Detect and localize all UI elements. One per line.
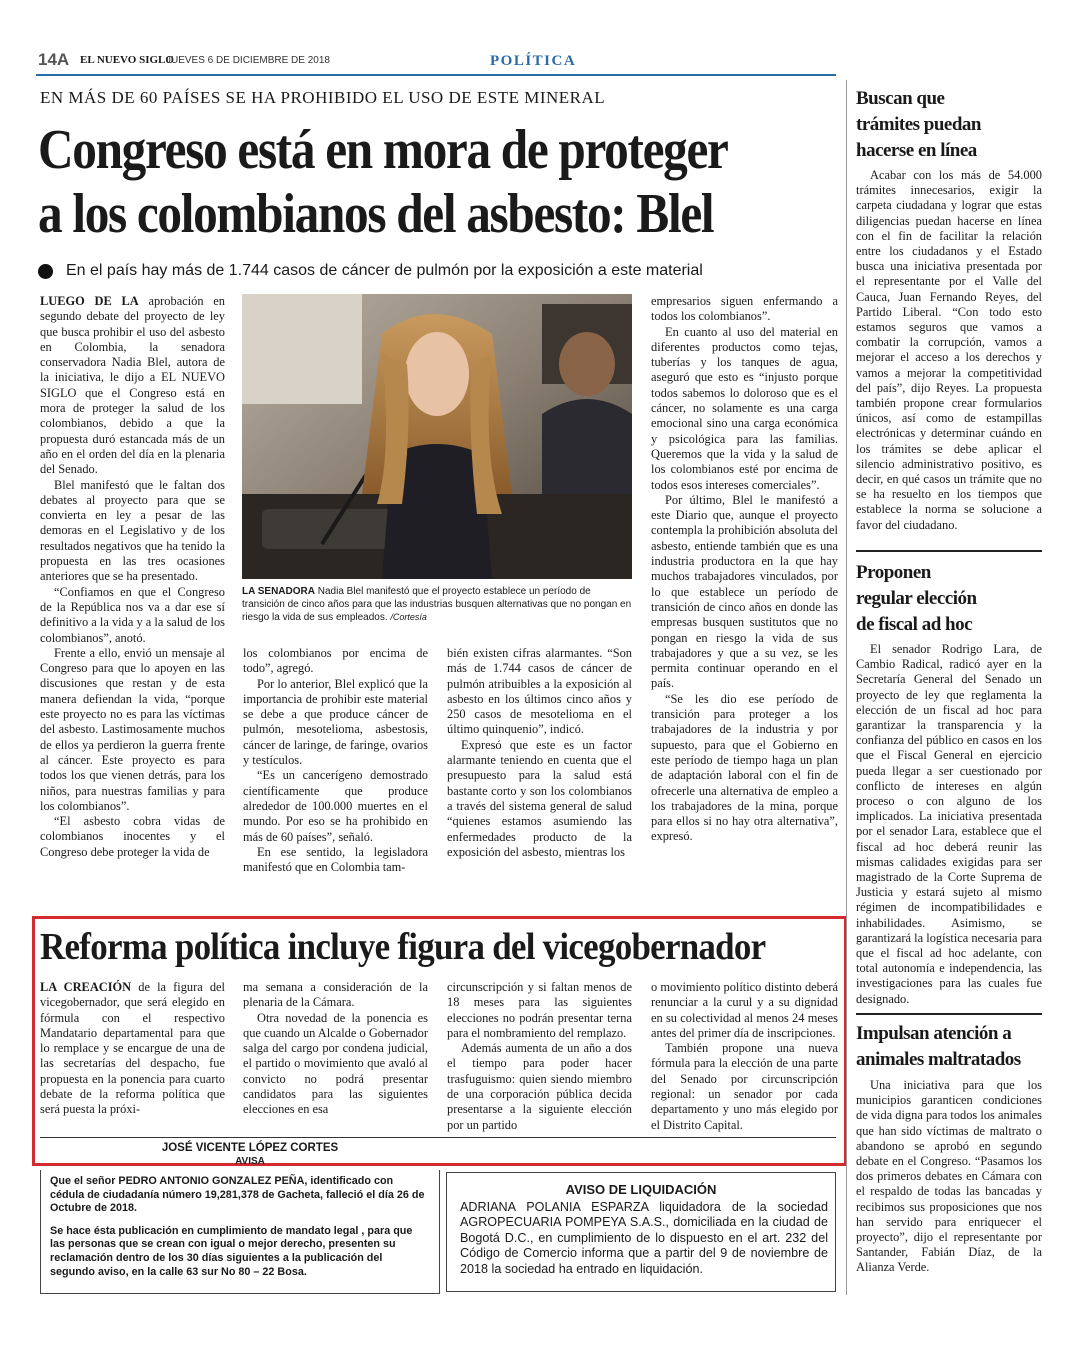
paragraph: En cuanto al uso del material en diferentes productos como tejas, tuberías y los tanques de agua, aseguró que esto es “injusto porque todos sabemos lo doloroso que es el cáncer, no solamente es una carga emocional sino una carga económica y psicológica para las familias. Queremos que la vida y la salud de los colombianos esté por encima de todos esos intereses comerciales”. xyxy=(651,324,838,492)
notice-text: Que el señor xyxy=(50,1175,119,1187)
paragraph: “Es un cancerígeno demostrado científicamente que produce alrededor de 100.000 muertes en el mundo. Por eso se ha prohibido en más de 60 países”, señaló. xyxy=(243,768,428,844)
article-column-3 xyxy=(447,646,632,860)
article-column-1 xyxy=(40,294,225,860)
title-line: trámites puedan xyxy=(856,114,981,135)
reform-column-3 xyxy=(447,980,632,1133)
title-line: Proponen xyxy=(856,562,931,583)
section-label: POLÍTICA xyxy=(490,53,577,69)
sidebar-separator xyxy=(856,1013,1042,1015)
article-headline xyxy=(38,118,742,246)
article-column-2 xyxy=(243,646,428,875)
paragraph: empresarios siguen enfermando a todos los colombianos”. xyxy=(651,294,838,324)
notice-text: , identificado con cédula de ciudadanía número 19,281,378 de Gacheta, falleció el día 26 de Octubre de 2018. xyxy=(50,1175,425,1215)
title-line: Buscan que xyxy=(856,88,945,109)
header-rule xyxy=(36,74,836,76)
photo-caption xyxy=(242,585,632,624)
article-kicker: EN MÁS DE 60 PAÍSES SE HA PROHIBIDO EL USO DE ESTE MINERAL xyxy=(40,88,606,107)
notice-label: AVISA xyxy=(235,1156,265,1165)
caption-text: Nadia Blel manifestó que el proyecto establece un período de transición de cinco años para que las industrias busquen alternativas que no pongan en riesgo la vida de sus empleados. xyxy=(242,586,632,623)
paragraph: Además aumenta de un año a dos el tiempo para poder hacer trasfuguismo: quien siendo miembro de una corporación pública decida presentarse a la siguiente elección por un partido xyxy=(447,1041,632,1132)
paragraph: Frente a ello, envió un mensaje al Congreso para que lo apoyen en las discusiones que restan y de esta manera defiendan la vida, “porque este proyecto no es para las víctimas del asbesto. Lastimosamente muchos de ellos ya perdieron la guerra frente al cáncer. Este proyecto es para todos los que vienen detrás, para los niños, para nuestras familias y para los colombianos”. xyxy=(40,645,225,813)
paragraph: o movimiento político distinto deberá renunciar a la curul y a su dignidad en su colectividad al menos 24 meses antes del primer día de inscripciones. xyxy=(651,980,838,1040)
paragraph: bién existen cifras alarmantes. “Son más de 1.744 casos de cáncer de pulmón atribuibles a la exposición al asbesto en los últimos cinco años y 250 casos de mesotelioma en el último quinquenio”, indicó. xyxy=(447,646,632,737)
reform-column-1 xyxy=(40,980,225,1118)
paragraph: Acabar con los más de 54.000 trámites innecesarios, exigir la carpeta ciudadana y lograr que estas diligencias puedan hacerse en línea con el fin de facilitar la relación entre los ciudadanos y el Estado busca una iniciativa presentada por el representante por el Valle del Cauca, Juan Fernando Reyes, del Partido Liberal. “Con todo esto estamos seguros que vamos a combatir la corrupción, vamos a mejorar el acceso a los derechos y vamos a mejorar la competitividad del país”, dijo Reyes. La propuesta también propone crear formularios únicos, así como de estampillas electrónicas y determinar cuándo en los trámites se debe aplicar el silencio administrativo positivo, es decir, en qué casos un trámite que no se ha resuelto en los tiempos que establece la norma se solucione a favor del ciudadano. xyxy=(856,168,1042,532)
photo-illustration xyxy=(242,294,632,579)
sidebar-text-3 xyxy=(856,1078,1042,1276)
issue-date: JUEVES 6 DE DICIEMBRE DE 2018 xyxy=(166,55,330,66)
paragraph: También propone una nueva fórmula para la elección de una parte del Senado por circunscripción regional: un senador por cada departamento y uno más elegido por el Distrito Capital. xyxy=(651,1041,838,1132)
sidebar-title-2 xyxy=(856,560,977,638)
title-line: Impulsan atención a xyxy=(856,1023,1012,1044)
paragraph: de la figura del vicegobernador, que será elegido en fórmula con el respectivo Mandatario departamental para que lo remplace y se encargue de una de las secretarías del despacho, fue propuesta en la ponencia para cuarto debate de la reforma política que será puesta la próxi- xyxy=(40,980,225,1117)
paragraph: Otra novedad de la ponencia es que cuando un Alcalde o Gobernador salga del cargo por condena judicial, el partido o movimiento que avaló al convicto no podrá presentar candidatos para las siguientes elecciones en esa xyxy=(243,1010,428,1117)
photo-credit: /Cortesía xyxy=(390,612,427,622)
paragraph: “Confiamos en que el Congreso de la República nos va a dar ese sí definitivo a la vida y a la salud de los colombianos”, anotó. xyxy=(40,584,225,645)
headline-line-2: a los colombianos del asbesto: Blel xyxy=(38,183,714,245)
paragraph: El senador Rodrigo Lara, de Cambio Radical, radicó ayer en la Secretaría General del Senado un proyecto de ley que reglamenta la elección de un fiscal ad hoc para garantizar la transparencia y la confianza del público en casos en los que el Fiscal General en ejercicio pueda llegar a ser cuestionado por conflicto de intereses en algún proceso o con alguno de los implicados. La iniciativa presentada por el senador Lara, establece que el fiscal ad hoc deberá reunir las mismas calidades exigidas para ser magistrado de la Corte Suprema de Justicia y estará sujeto al mismo régimen de incompatibilidades e inhabilidades. Asimismo, se garantizará la logística necesaria para que el fiscal ad hoc adelante, con total autonomía e independencia, las investigaciones para las cuales fue designado. xyxy=(856,642,1042,1006)
headline-line-1: Congreso está en mora de proteger xyxy=(38,119,728,181)
sidebar-title-1 xyxy=(856,86,981,164)
notice-person-name: PEDRO ANTONIO GONZALEZ PEÑA xyxy=(118,1175,305,1187)
bullet-icon xyxy=(38,264,53,279)
paragraph: circunscripción y si faltan menos de 18 meses para las siguientes elecciones no podrán presentar terna para el nombramiento del remplazo. xyxy=(447,980,632,1040)
notice-rule xyxy=(40,1137,836,1138)
sidebar-separator xyxy=(856,550,1042,552)
paragraph: los colombianos por encima de todo”, agregó. xyxy=(243,646,428,676)
paragraph: Por último, Blel le manifestó a este Diario que, aunque el proyecto contempla la prohibición absoluta del asbesto, entiende también que es una industria productora en la que hay muchos trabajadores vinculados, por lo que establece un período de transición de cinco años en donde las empresas busquen sustitutos que no pongan en riesgo la vida de sus trabajadores y que a su vez, se les permita continuar operando en el país. xyxy=(651,492,838,691)
paragraph: “El asbesto cobra vidas de colombianos inocentes y el Congreso debe proteger la vida de xyxy=(40,814,225,859)
liquidation-title: AVISO DE LIQUIDACIÓN xyxy=(565,1182,717,1197)
caption-lead: LA SENADORA xyxy=(242,586,315,597)
newspaper-name: EL NUEVO SIGLO xyxy=(80,54,174,66)
paragraph: Blel manifestó que le faltan dos debates al proyecto para que se convierta en ley a pesar de las demoras en el Legislativo y de los resultados negativos que ha tenido la propuesta en las tres ocasiones anteriores que se ha presentado. xyxy=(40,477,225,584)
lead-in: LA CREACIÓN xyxy=(40,980,132,994)
paragraph: Por lo anterior, Blel explicó que la importancia de prohibir este material se debe a que produce cáncer de pulmón, mesotelioma, asbestosis, cáncer de laringe, de faringe, ovarios y testículos. xyxy=(243,676,428,768)
sidebar-title-3 xyxy=(856,1021,1021,1073)
title-line: hacerse en línea xyxy=(856,140,977,161)
sidebar-text-2 xyxy=(856,642,1042,1007)
title-line: animales maltratados xyxy=(856,1049,1021,1070)
title-line: regular elección xyxy=(856,588,977,609)
notice-paragraph xyxy=(50,1175,430,1216)
legal-notice-text xyxy=(50,1175,430,1288)
lead-in: LUEGO DE LA xyxy=(40,294,139,308)
notice-heading: JOSÉ VICENTE LÓPEZ CORTES xyxy=(161,1142,339,1154)
title-line: de fiscal ad hoc xyxy=(856,614,973,635)
paragraph: Una iniciativa para que los municipios garanticen condiciones de vida digna para todos los animales que han sido víctimas de maltrato o abandono se aprobó en segundo debate en el Congreso. “Pasamos los dos primeros debates en Cámara con el respaldo de todas las bancadas y recibimos sus proposiciones que nos han servido para enriquecer el proyecto”, dijo el representante por Santander, Fabián Díaz, de la Alianza Verde. xyxy=(856,1078,1042,1275)
paragraph: “Se les dio ese período de transición para proteger a los trabajadores de la industria y por supuesto, para que el Gobierno en este período de tiempo haga un plan de adaptación laboral con el fin de ofrecerle una alternativa de empleo a los trabajadores de la mina, porque para ellos si no hay otra alternativa”, expresó. xyxy=(651,691,838,844)
reform-column-2 xyxy=(243,980,428,1118)
page-folio: 14A xyxy=(38,50,70,69)
paragraph: ma semana a consideración de la plenaria de la Cámara. xyxy=(243,980,428,1010)
sidebar-rule xyxy=(846,80,847,1295)
reform-headline: Reforma política incluye figura del vicegobernador xyxy=(40,926,766,968)
senator-photo xyxy=(242,294,632,579)
sidebar-text-1 xyxy=(856,168,1042,533)
paragraph: En ese sentido, la legisladora manifestó que en Colombia tam- xyxy=(243,844,428,875)
paragraph: aprobación en segundo debate del proyecto de ley que busca prohibir el uso del asbesto en Colombia, la senadora conservadora Nadia Blel, autora de la iniciativa, le dijo a EL NUEVO SIGLO que el Congreso está en mora de proteger la salud de los colombianos, debido a que la propuesta duró estancada más de un año en el orden del día en la plenaria del Senado. xyxy=(40,294,225,477)
article-subhead: En el país hay más de 1.744 casos de cáncer de pulmón por la exposición a este material xyxy=(66,262,703,279)
paragraph: Expresó que este es un factor alarmante teniendo en cuenta que el presupuesto para la salud está bastante corto y son los colombianos a través del sistema general de salud “quienes estamos asumiendo las enfermedades producto de la exposición del asbesto, mientras los xyxy=(447,737,632,859)
reform-column-4 xyxy=(651,980,838,1133)
notice-paragraph: Se hace ésta publicación en cumplimiento de mandato legal , para que las personas que se crean con igual o mejor derecho, presenten su reclamación dentro de los 30 días siguientes a la publicación del segundo aviso, en la calle 63 sur No 80 – 22 Bosa. xyxy=(50,1224,413,1278)
article-column-4 xyxy=(651,294,838,845)
liquidation-text: ADRIANA POLANIA ESPARZA liquidadora de la sociedad AGROPECUARIA POMPEYA S.A.S., domiciliada en la ciudad de Bogotá D.C., en cumplimiento de lo dispuesto en el art. 232 del Código de Comercio informa que a partir del 9 de noviembre de 2018 la sociedad ha entrado en liquidación. xyxy=(460,1200,828,1276)
